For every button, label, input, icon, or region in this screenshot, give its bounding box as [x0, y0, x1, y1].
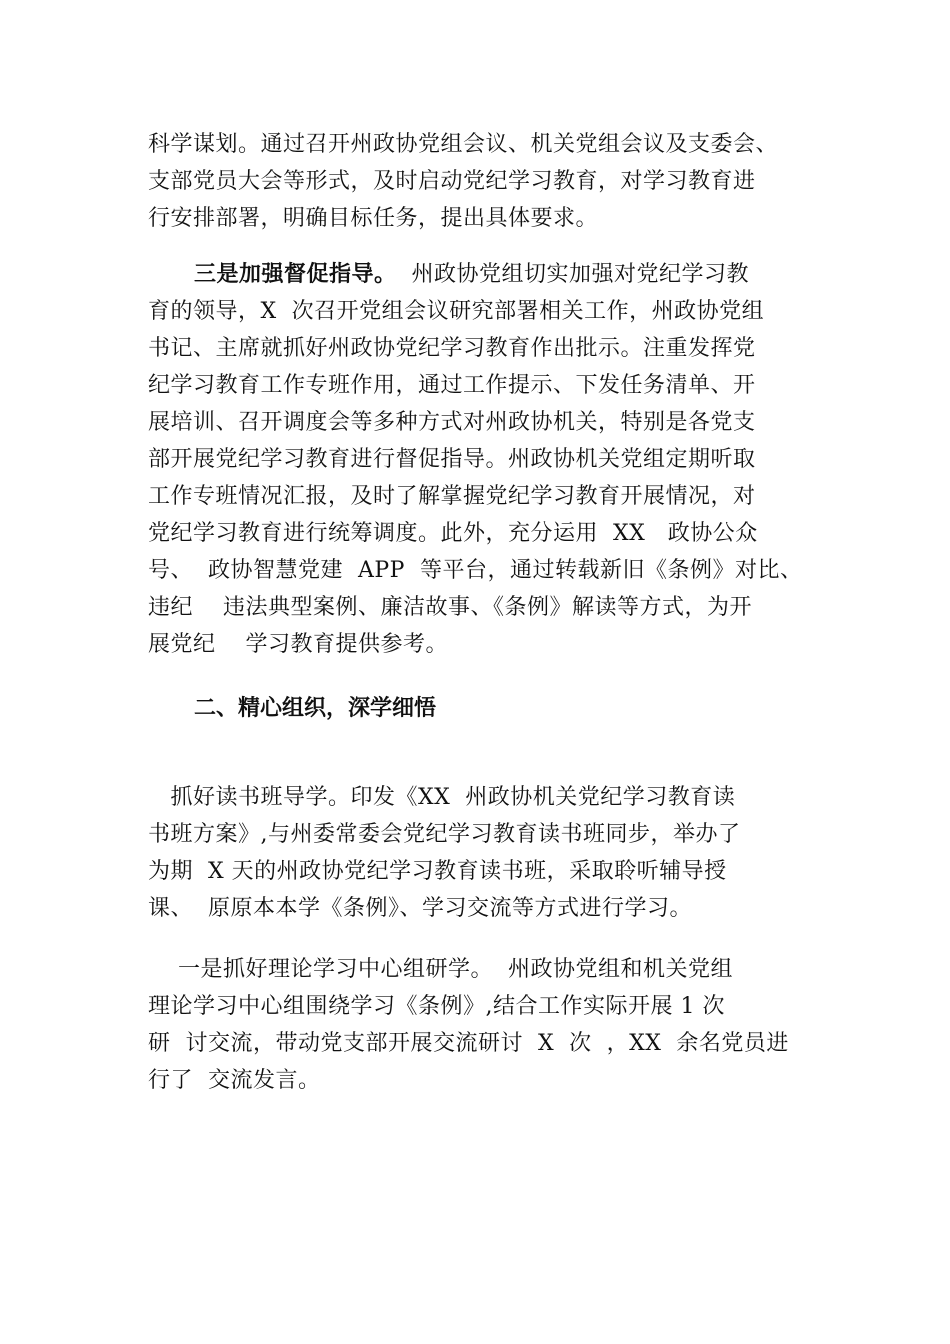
section-heading: 二、精心组织，深学细悟 [194, 696, 437, 721]
paragraph-2-line-2: 育的领导，X 次召开党组会议研究部署相关工作，州政协党组 [148, 299, 765, 324]
paragraph-4-line-4: 行了 交流发言。 [148, 1068, 321, 1093]
paragraph-3-line-2: 书班方案》,与州委常委会党纪学习教育读书班同步，举办了 [148, 822, 741, 847]
paragraph-4-line-1: 一是抓好理论学习中心组研学。 州政协党组和机关党组 [148, 957, 733, 982]
paragraph-2-line-4: 纪学习教育工作专班作用，通过工作提示、下发任务清单、开 [148, 373, 756, 398]
paragraph-1-line-3: 行安排部署，明确目标任务，提出具体要求。 [148, 206, 599, 231]
paragraph-3-line-4: 课、 原原本本学《条例》、学习交流等方式进行学习。 [148, 896, 692, 921]
paragraph-2-line-3: 书记、主席就抓好州政协党纪学习教育作出批示。注重发挥党 [148, 336, 756, 361]
paragraph-3-line-1: 抓好读书班导学。印发《XX 州政协机关党纪学习教育读 [148, 785, 736, 810]
paragraph-1-line-1: 科学谋划。通过召开州政协党组会议、机关党组会议及支委会、 [148, 132, 779, 157]
paragraph-4-line-3: 研 讨交流，带动党支部开展交流研讨 X 次 ，XX 余名党员进 [148, 1031, 789, 1056]
paragraph-2-line-7: 工作专班情况汇报，及时了解掌握党纪学习教育开展情况，对 [148, 484, 756, 509]
paragraph-3-line-3: 为期 X 天的州政协党纪学习教育读书班，采取聆听辅导授 [148, 859, 727, 884]
paragraph-1-line-2: 支部党员大会等形式，及时启动党纪学习教育，对学习教育进 [148, 169, 756, 194]
paragraph-2-line-6: 部开展党纪学习教育进行督促指导。州政协机关党组定期听取 [148, 447, 756, 472]
paragraph-2-line-11: 展党纪 学习教育提供参考。 [148, 632, 448, 657]
paragraph-2-lead: 三是加强督促指导。 [194, 262, 397, 287]
paragraph-2-first-line-rest: 州政协党组切实加强对党纪学习教 [396, 262, 750, 287]
paragraph-2-line-9: 号、 政协智慧党建 APP 等平台，通过转载新旧《条例》对比、 [148, 558, 803, 583]
paragraph-2-line-8: 党纪学习教育进行统筹调度。此外，充分运用 XX 政协公众 [148, 521, 758, 546]
paragraph-2-line-5: 展培训、召开调度会等多种方式对州政协机关，特别是各党支 [148, 410, 756, 435]
paragraph-4-line-2: 理论学习中心组围绕学习《条例》,结合工作实际开展 1 次 [148, 994, 725, 1019]
paragraph-2-line-1 [194, 260, 749, 290]
paragraph-2-line-10: 违纪 违法典型案例、廉洁故事、《条例》解读等方式，为开 [148, 595, 752, 620]
